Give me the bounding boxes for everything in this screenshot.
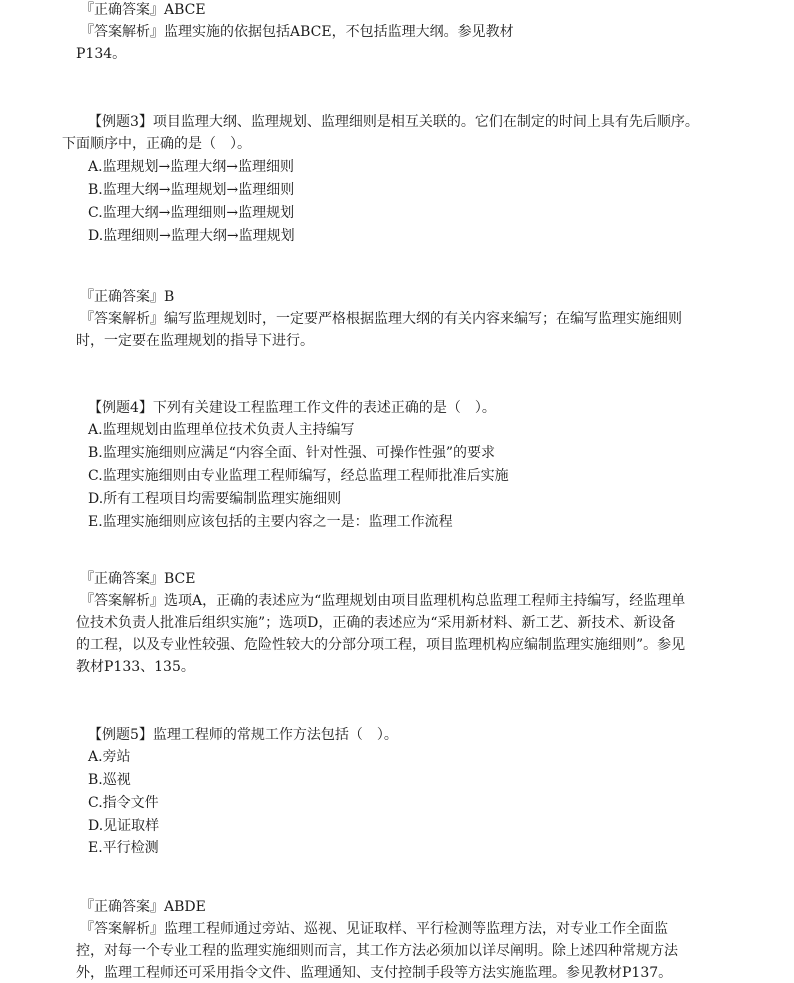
q4-stem: 【例题4】下列有关建设工程监理工作文件的表述正确的是（ ）。 <box>88 400 496 416</box>
q3-opt-c: C.监理大纲→监理细则→监理规划 <box>88 205 295 221</box>
q4-opt-d: D.所有工程项目均需要编制监理实施细则 <box>88 491 342 507</box>
q5-opt-c: C.指令文件 <box>88 795 159 811</box>
q3-stem-2: 下面顺序中，正确的是（ ）。 <box>62 136 251 152</box>
a4-exp-4: 教材P133、135。 <box>76 659 195 675</box>
a5-exp-3: 外，监理工程师还可采用指令文件、监理通知、支付控制手段等方法实施监理。参见教材P137。 <box>76 965 673 981</box>
q3-opt-a: A.监理规划→监理大纲→监理细则 <box>88 159 295 175</box>
q4-opt-e: E.监理实施细则应该包括的主要内容之一是：监理工作流程 <box>88 514 453 530</box>
a4-exp-2: 位技术负责人批准后组织实施”；选项D，正确的表述应为“采用新材料、新工艺、新技术、新设备 <box>76 615 676 631</box>
q5-opt-b: B.巡视 <box>88 772 131 788</box>
a3-exp-2: 时，一定要在监理规划的指导下进行。 <box>76 333 314 349</box>
a2-exp-1: 『答案解析』监理实施的依据包括ABCE，不包括监理大纲。参见教材 <box>80 24 514 40</box>
a4-exp-1: 『答案解析』选项A，正确的表述应为“监理规划由项目监理机构总监理工程师主持编写，经监理单 <box>80 593 686 609</box>
q5-opt-a: A.旁站 <box>88 749 131 765</box>
q5-opt-e: E.平行检测 <box>88 840 159 856</box>
q3-opt-b: B.监理大纲→监理规划→监理细则 <box>88 182 295 198</box>
q3-opt-d: D.监理细则→监理大纲→监理规划 <box>88 228 295 244</box>
a5-answer: 『正确答案』ABDE <box>80 899 206 915</box>
q4-opt-a: A.监理规划由监理单位技术负责人主持编写 <box>88 422 355 438</box>
a2-answer: 『正确答案』ABCE <box>80 2 206 18</box>
q5-opt-d: D.见证取样 <box>88 818 160 834</box>
q4-opt-b: B.监理实施细则应满足“内容全面、针对性强、可操作性强”的要求 <box>88 445 496 461</box>
q3-stem-1: 【例题3】项目监理大纲、监理规划、监理细则是相互关联的。它们在制定的时间上具有先后顺序。 <box>88 114 699 130</box>
a3-exp-1: 『答案解析』编写监理规划时，一定要严格根据监理大纲的有关内容来编写；在编写监理实施细则 <box>80 311 682 327</box>
a2-exp-2: P134。 <box>76 46 127 62</box>
a4-exp-3: 的工程，以及专业性较强、危险性较大的分部分项工程，项目监理机构应编制监理实施细则”。参见 <box>76 637 686 653</box>
q4-opt-c: C.监理实施细则由专业监理工程师编写，经总监理工程师批准后实施 <box>88 468 509 484</box>
q5-stem: 【例题5】监理工程师的常规工作方法包括（ ）。 <box>88 727 398 743</box>
a5-exp-2: 控，对每一个专业工程的监理实施细则而言，其工作方法必须加以详尽阐明。除上述四种常规方法 <box>76 943 678 959</box>
a5-exp-1: 『答案解析』监理工程师通过旁站、巡视、见证取样、平行检测等监理方法，对专业工作全面监 <box>80 921 668 937</box>
a3-answer: 『正确答案』B <box>80 289 175 305</box>
a4-answer: 『正确答案』BCE <box>80 571 196 587</box>
